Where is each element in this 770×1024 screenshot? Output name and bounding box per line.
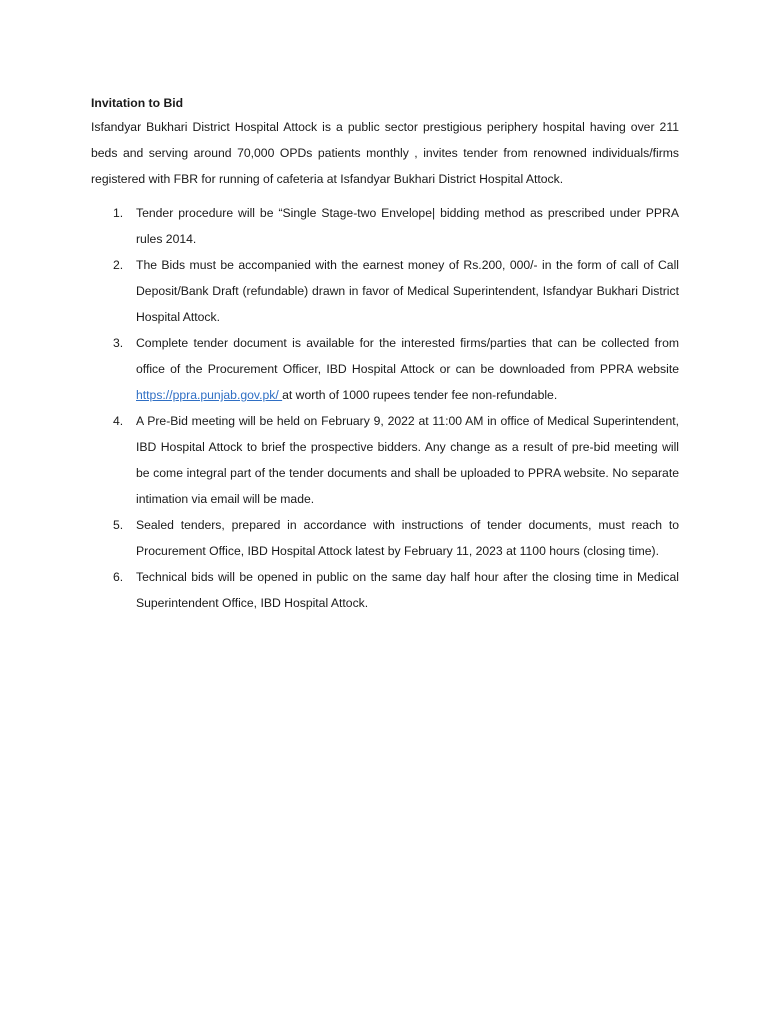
list-item-text: A Pre-Bid meeting will be held on February 9, 2022 at 11:00 AM in office of Medical Superintendent, IBD Hospital Attock to brief the prospective bidders. Any change as a result of pre-bid meeting will be come integral part of the tender documents and shall be uploaded to PPRA website. No separate intimation via email will be made. (136, 414, 679, 506)
ppra-website-link[interactable]: https://ppra.punjab.gov.pk/ (136, 388, 283, 402)
list-item (91, 330, 679, 408)
list-item-text: Tender procedure will be “Single Stage-two Envelope| bidding method as prescribed under PPRA rules 2014. (136, 206, 679, 246)
list-item-number: 5. (113, 518, 124, 532)
tender-conditions-list (91, 200, 679, 616)
list-item-number: 4. (113, 414, 124, 428)
list-item-text: Complete tender document is available for the interested firms/parties that can be collected from office of the Procurement Officer, IBD Hospital Attock or can be downloaded from PPRA website (136, 336, 679, 376)
list-item-number: 2. (113, 258, 124, 272)
list-item-text: Technical bids will be opened in public on the same day half hour after the closing time in Medical Superintendent Office, IBD Hospital Attock. (136, 570, 679, 610)
list-item-text-continued: at worth of 1000 rupees tender fee non-refundable. (282, 388, 558, 402)
list-item-number: 6. (113, 570, 124, 584)
list-item (91, 512, 679, 564)
list-item-text: The Bids must be accompanied with the earnest money of Rs.200, 000/- in the form of call of Call Deposit/Bank Draft (refundable) drawn in favor of Medical Superintendent, Isfandyar Bukhari District Hospital Attock. (136, 258, 679, 324)
list-item-number: 1. (113, 206, 124, 220)
list-item-number: 3. (113, 336, 124, 350)
list-item (91, 200, 679, 252)
list-item (91, 564, 679, 616)
intro-paragraph: Isfandyar Bukhari District Hospital Attock is a public sector prestigious periphery hospital having over 211 beds and serving around 70,000 OPDs patients monthly , invites tender from renowned individuals/firms registered with FBR for running of cafeteria at Isfandyar Bukhari District Hospital Attock. (91, 120, 679, 186)
list-item (91, 408, 679, 512)
list-item-text: Sealed tenders, prepared in accordance with instructions of tender documents, must reach to Procurement Office, IBD Hospital Attock latest by February 11, 2023 at 1100 hours (closing time). (136, 518, 679, 558)
document-title: Invitation to Bid (91, 96, 184, 110)
list-item (91, 252, 679, 330)
document-body (91, 94, 679, 616)
